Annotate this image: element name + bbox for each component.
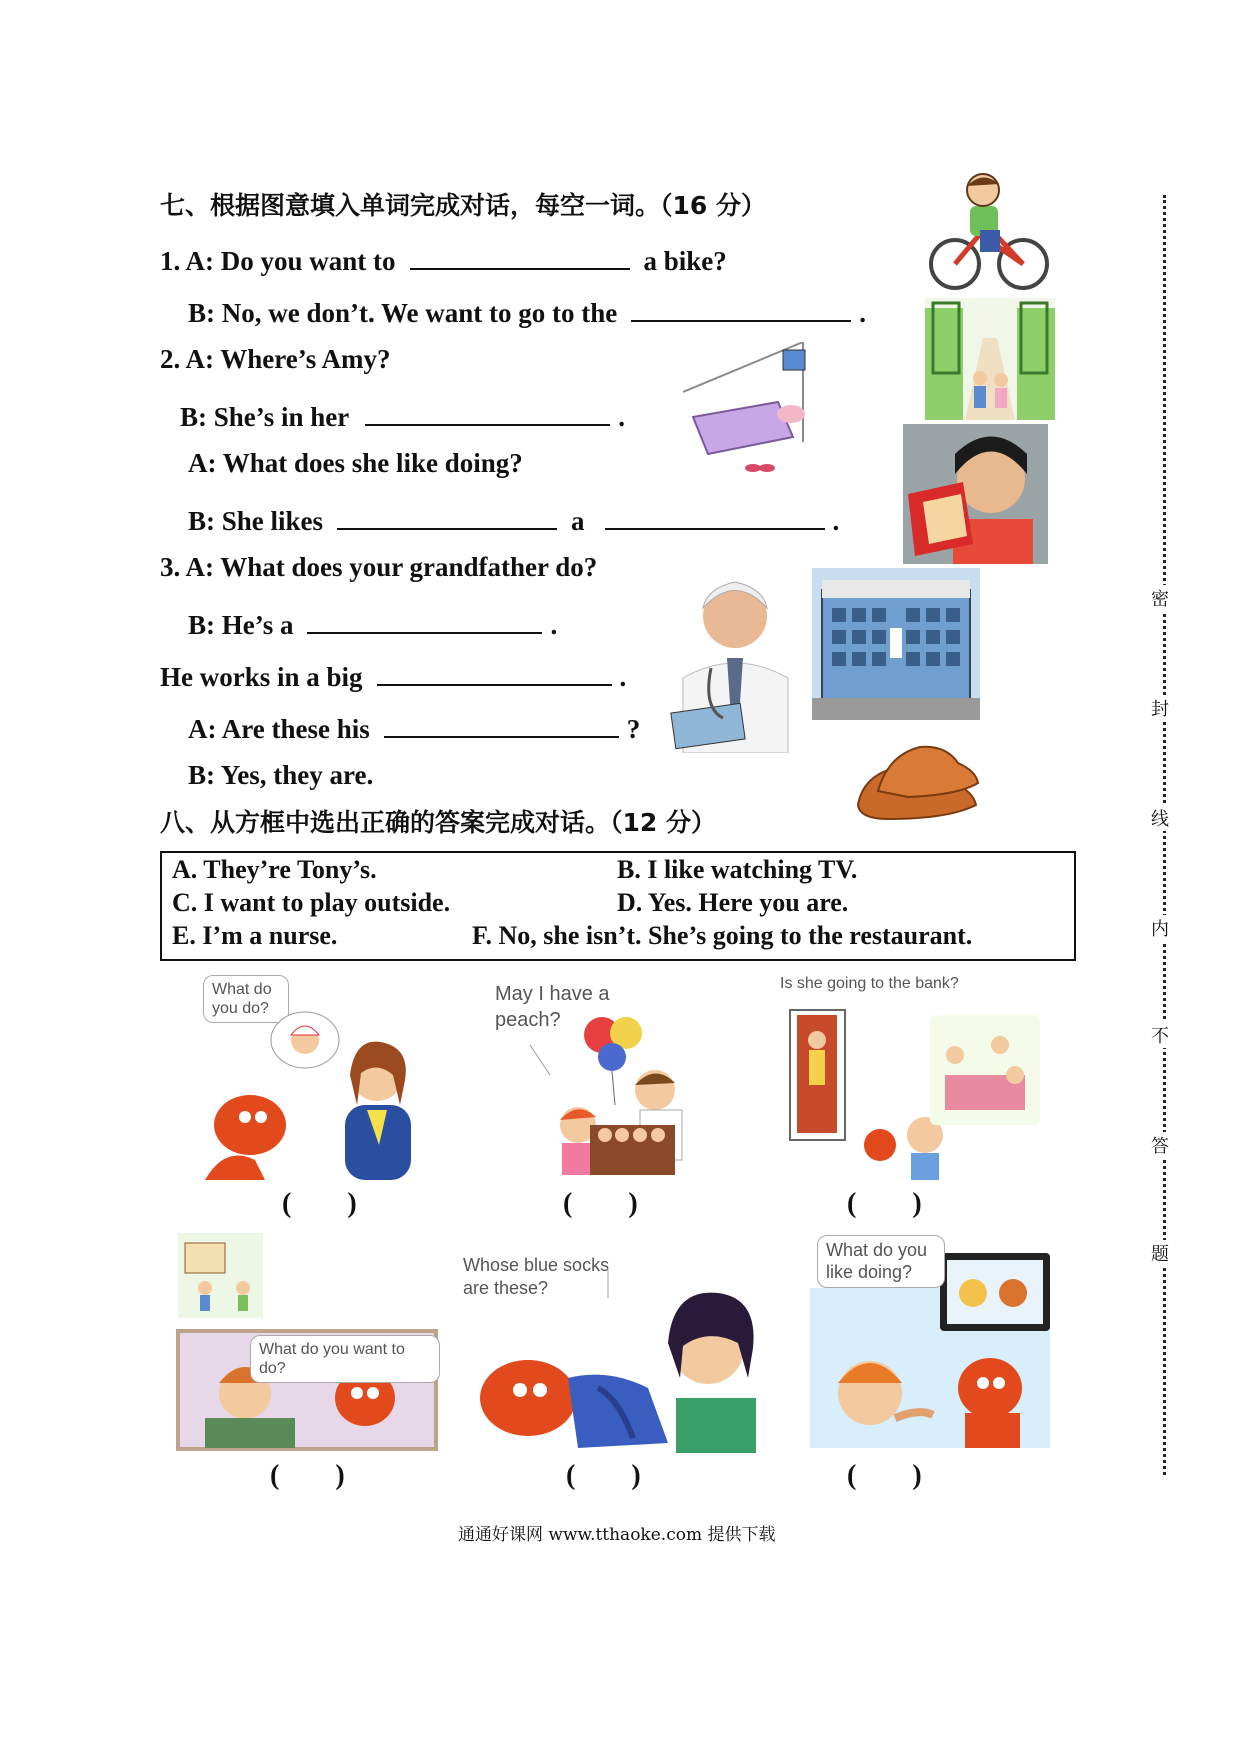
option-d: D. Yes. Here you are.	[617, 888, 849, 917]
seal-char-3: 线	[1151, 805, 1169, 831]
speech-bubble-2: May I have a peach?	[495, 983, 610, 1031]
q2-line-a	[160, 344, 391, 375]
answer-paren-1[interactable]: ( )	[282, 1188, 357, 1219]
q3-d-text: A: Are these his	[188, 714, 370, 744]
seal-char-6: 答	[1151, 1132, 1169, 1158]
option-e: E. I’m a nurse.	[172, 921, 338, 950]
answer-paren-2[interactable]: ( )	[563, 1188, 638, 1219]
answer-paren-6[interactable]: ( )	[847, 1460, 922, 1491]
seal-dotted-line	[1163, 195, 1166, 1475]
picture-2	[490, 975, 715, 1180]
q2-b-text: B: She’s in her	[180, 402, 350, 432]
seal-char-5: 不	[1151, 1022, 1169, 1048]
answer-blank[interactable]	[605, 500, 825, 530]
q2-line-b	[180, 396, 625, 433]
girl-reading-photo	[903, 424, 1048, 564]
picture-1	[195, 975, 420, 1180]
answer-paren-3[interactable]: ( )	[847, 1188, 922, 1219]
q2-a-text: 2. A: Where’s Amy?	[160, 344, 391, 374]
speech-bubble-1: What do you do?	[203, 975, 289, 1023]
answer-blank[interactable]	[410, 240, 630, 270]
q1-line-a	[160, 240, 727, 277]
picture-5	[458, 1248, 773, 1458]
answer-paren-4[interactable]: ( )	[270, 1460, 345, 1491]
answer-blank[interactable]	[384, 708, 619, 738]
speech-bubble-3: Is she going to the bank?	[780, 975, 959, 992]
doctor-illustration	[663, 568, 808, 753]
answer-blank[interactable]	[307, 604, 542, 634]
q2-d-mid: a	[571, 506, 585, 536]
seal-char-1: 密	[1151, 585, 1169, 611]
picture-3	[775, 975, 1055, 1180]
option-c: C. I want to play outside.	[172, 888, 451, 917]
q2-d-text: B: She likes	[188, 506, 324, 536]
answer-blank[interactable]	[377, 656, 612, 686]
speech-bubble-4: What do you want to do?	[250, 1335, 440, 1383]
picture-4	[175, 1233, 440, 1458]
q3-line-c	[160, 656, 626, 693]
q2-line-c	[188, 448, 523, 479]
q3-a-text: 3. A: What does your grandfather do?	[160, 552, 598, 582]
q3-line-d	[188, 708, 640, 745]
q2-b-tail: .	[618, 402, 626, 432]
shoes-photo	[848, 735, 983, 827]
q3-line-e	[188, 760, 373, 791]
footer-text: 通通好课网 www.tthaoke.com 提供下载	[458, 1525, 776, 1545]
picture-5-art	[458, 1248, 773, 1458]
speech-bubble-5: Whose blue socks are these?	[463, 1255, 610, 1299]
seal-char-7: 题	[1151, 1240, 1169, 1266]
q3-line-b	[188, 604, 557, 641]
picture-1-art	[195, 995, 420, 1180]
picture-3-art	[775, 995, 1055, 1180]
q3-c-tail: .	[619, 662, 627, 692]
boy-riding-bike-illustration	[925, 168, 1050, 293]
option-b: B. I like watching TV.	[617, 855, 858, 884]
q3-e-text: B: Yes, they are.	[188, 760, 374, 790]
q2-line-d	[188, 500, 839, 537]
q1-a-tail: a bike?	[643, 246, 727, 276]
q1-line-b	[188, 292, 866, 329]
bedroom-illustration	[683, 342, 833, 477]
park-path-illustration	[925, 298, 1055, 420]
q3-d-tail: ?	[626, 714, 641, 744]
answer-blank[interactable]	[337, 500, 557, 530]
answer-paren-5[interactable]: ( )	[566, 1460, 641, 1491]
seal-char-4: 内	[1151, 915, 1169, 941]
answer-blank[interactable]	[631, 292, 851, 322]
hospital-building-photo	[812, 568, 980, 720]
answer-blank[interactable]	[365, 396, 610, 426]
q1-b-tail: .	[859, 298, 866, 328]
option-f: F. No, she isn’t. She’s going to the restaurant.	[472, 921, 973, 950]
q3-b-text: B: He’s a	[188, 610, 294, 640]
picture-6	[805, 1233, 1055, 1458]
section-8-title: 八、从方框中选出正确的答案完成对话。（12 分）	[160, 808, 716, 837]
q2-d-tail: .	[832, 506, 840, 536]
picture-2-art	[490, 975, 715, 1180]
q3-b-tail: .	[550, 610, 558, 640]
speech-bubble-6: What do you like doing?	[817, 1235, 945, 1288]
seal-char-2: 封	[1151, 695, 1169, 721]
option-a: A. They’re Tony’s.	[172, 855, 377, 884]
q3-c-text: He works in a big	[160, 662, 363, 692]
q1-b-text: B: No, we don’t. We want to go to the	[188, 298, 618, 328]
q1-a-text: 1. A: Do you want to	[160, 246, 396, 276]
options-box	[160, 851, 1076, 961]
q2-c-text: A: What does she like doing?	[188, 448, 523, 478]
q3-line-a	[160, 552, 597, 583]
section-7-title: 七、根据图意填入单词完成对话，每空一词。（16 分）	[160, 191, 766, 220]
